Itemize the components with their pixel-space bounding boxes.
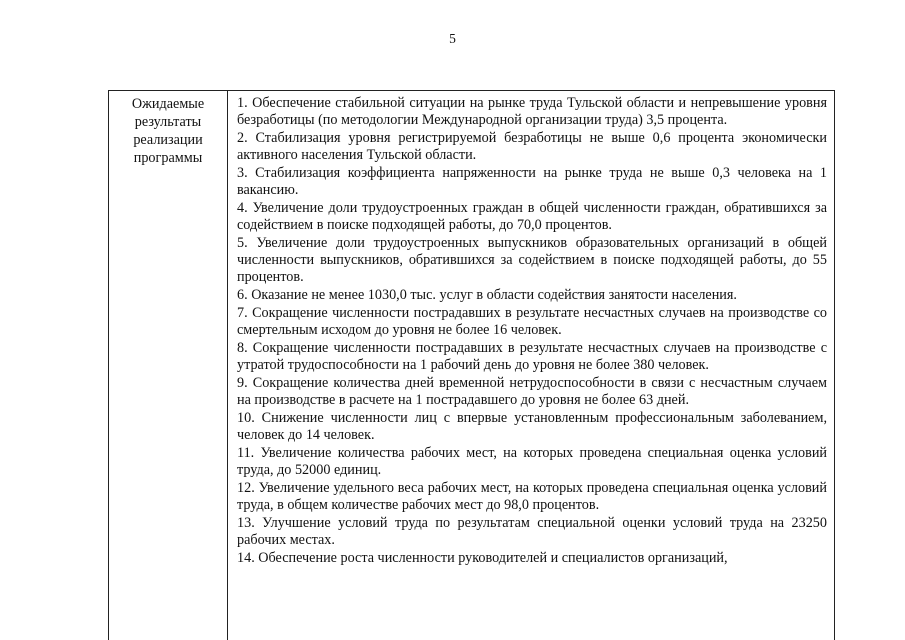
result-item-2: 2. Стабилизация уровня регистрируемой безработицы не выше 0,6 процента экономически активного населения Тульской области. — [237, 130, 827, 164]
result-item-5: 5. Увеличение доли трудоустроенных выпускников образовательных организаций в общей численности выпускников, обратившихся за содействием в поиске подходящей работы, до 55 процентов. — [237, 235, 827, 286]
result-item-6: 6. Оказание не менее 1030,0 тыс. услуг в области содействия занятости населения. — [237, 287, 737, 304]
result-item-4: 4. Увеличение доли трудоустроенных граждан в общей численности граждан, обратившихся за содействием в поиске подходящей работы, до 70,0 процентов. — [237, 200, 827, 234]
row-label-line: программы — [133, 150, 203, 166]
expected-results-cell — [228, 91, 834, 640]
program-results-table — [108, 90, 835, 640]
result-item-10: 10. Снижение численности лиц с впервые установленным профессиональным заболеванием, человек до 14 человек. — [237, 410, 827, 444]
result-item-9: 9. Сокращение количества дней временной нетрудоспособности в связи с несчастным случаем на производстве в расчете на 1 пострадавшего до уровня не более 63 дней. — [237, 375, 827, 409]
row-label-line: результаты — [134, 114, 202, 130]
result-item-8: 8. Сокращение численности пострадавших в результате несчастных случаев на производстве с утратой трудоспособности на 1 рабочий день до уровня не более 380 человек. — [237, 340, 827, 374]
result-item-11: 11. Увеличение количества рабочих мест, на которых проведена специальная оценка условий труда, до 52000 единиц. — [237, 445, 827, 479]
result-item-14: 14. Обеспечение роста численности руководителей и специалистов организаций, — [237, 550, 728, 566]
row-label-cell — [109, 91, 228, 640]
result-item-13: 13. Улучшение условий труда по результатам специальной оценки условий труда на 23250 рабочих местах. — [237, 515, 827, 549]
row-label-line: реализации — [133, 132, 203, 148]
result-item-1: 1. Обеспечение стабильной ситуации на рынке труда Тульской области и непревышение уровня безработицы (по методологии Международной организации труда) 3,5 процента. — [237, 95, 827, 129]
result-item-12: 12. Увеличение удельного веса рабочих мест, на которых проведена специальная оценка условий труда, в общем количестве рабочих мест до 98,0 процентов. — [237, 480, 827, 514]
result-item-7: 7. Сокращение численности пострадавших в результате несчастных случаев на производстве со смертельным исходом до уровня не более 16 человек. — [237, 305, 827, 339]
result-item-3: 3. Стабилизация коэффициента напряженности на рынке труда не выше 0,3 человека на 1 вакансию. — [237, 165, 827, 199]
page-number: 5 — [449, 31, 456, 46]
row-label-line: Ожидаемые — [131, 96, 205, 112]
